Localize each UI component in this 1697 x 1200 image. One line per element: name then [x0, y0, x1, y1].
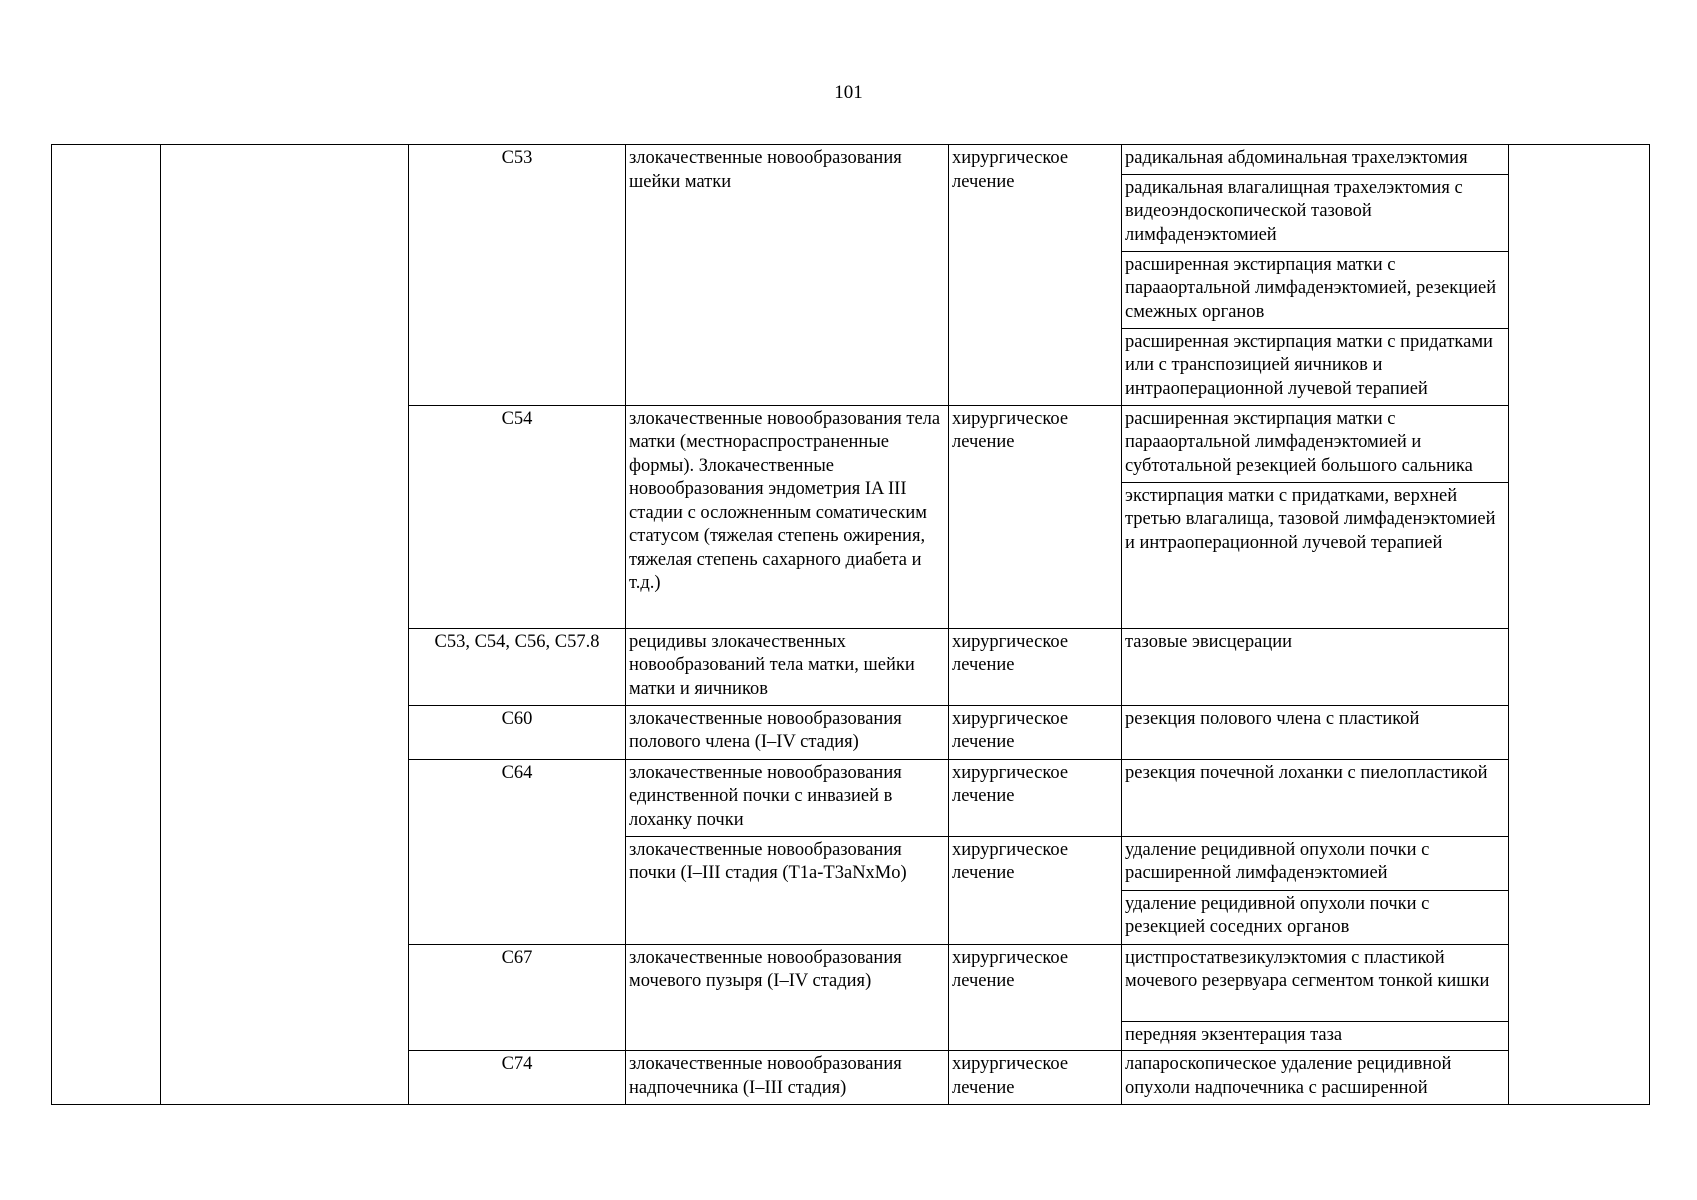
- method-cell: экстирпация матки с придатками, верхней третью влагалища, тазовой лимфаденэктомией и интраоперационной лучевой терапией: [1122, 482, 1509, 628]
- method-cell: тазовые эвисцерации: [1122, 628, 1509, 705]
- method-cell: резекция почечной лоханки с пиелопластикой: [1122, 759, 1509, 836]
- diagnosis-cell: злокачественные новообразования почки (I–III стадия (T1a-T3aNxMo): [626, 836, 949, 944]
- treatment-cell: хирургическое лечение: [949, 405, 1122, 628]
- diagnosis-cell: злокачественные новообразования надпочечника (I–III стадия): [626, 1051, 949, 1105]
- method-cell: радикальная абдоминальная трахелэктомия: [1122, 145, 1509, 175]
- method-cell: резекция полового члена с пластикой: [1122, 705, 1509, 759]
- method-cell: лапароскопическое удаление рецидивной опухоли надпочечника с расширенной: [1122, 1051, 1509, 1105]
- method-cell: передняя экзентерация таза: [1122, 1021, 1509, 1051]
- code-cell: C53, C54, C56, C57.8: [409, 628, 626, 705]
- table-row: [52, 145, 1650, 175]
- code-cell: C60: [409, 705, 626, 759]
- code-cell: C64: [409, 759, 626, 944]
- diagnosis-cell: рецидивы злокачественных новообразований тела матки, шейки матки и яичников: [626, 628, 949, 705]
- page-number: 101: [834, 82, 863, 103]
- diagnosis-cell: злокачественные новообразования шейки матки: [626, 145, 949, 406]
- code-cell: C54: [409, 405, 626, 628]
- diagnosis-cell: злокачественные новообразования единственной почки с инвазией в лоханку почки: [626, 759, 949, 836]
- method-cell: расширенная экстирпация матки с придатками или с транспозицией яичников и интраоперационной лучевой терапией: [1122, 328, 1509, 405]
- diagnosis-cell: злокачественные новообразования полового члена (I–IV стадия): [626, 705, 949, 759]
- code-cell: C67: [409, 944, 626, 1051]
- treatment-methods-table: [51, 144, 1650, 1105]
- diagnosis-cell: злокачественные новообразования тела матки (местнораспространенные формы). Злокачественные новообразования эндометрия IA III стадии с осложненным соматическим статусом (тяжелая степень ожирения, тяжелая степень сахарного диабета и т.д.): [626, 405, 949, 628]
- method-cell: расширенная экстирпация матки с парааортальной лимфаденэктомией, резекцией смежных органов: [1122, 251, 1509, 328]
- treatment-cell: хирургическое лечение: [949, 145, 1122, 406]
- treatment-cell: хирургическое лечение: [949, 944, 1122, 1051]
- method-cell: удаление рецидивной опухоли почки с резекцией соседних органов: [1122, 890, 1509, 944]
- code-cell: C74: [409, 1051, 626, 1105]
- group-name-cell: [161, 145, 409, 1105]
- treatment-cell: хирургическое лечение: [949, 759, 1122, 836]
- code-cell: C53: [409, 145, 626, 406]
- norm-cell: [1509, 145, 1650, 1105]
- method-cell: расширенная экстирпация матки с парааортальной лимфаденэктомией и субтотальной резекцией большого сальника: [1122, 405, 1509, 482]
- treatment-cell: хирургическое лечение: [949, 1051, 1122, 1105]
- method-cell: радикальная влагалищная трахелэктомия с видеоэндоскопической тазовой лимфаденэктомией: [1122, 174, 1509, 251]
- group-number-cell: [52, 145, 161, 1105]
- diagnosis-cell: злокачественные новообразования мочевого пузыря (I–IV стадия): [626, 944, 949, 1051]
- treatment-cell: хирургическое лечение: [949, 628, 1122, 705]
- treatment-cell: хирургическое лечение: [949, 705, 1122, 759]
- method-cell: цистпростатвезикулэктомия с пластикой мочевого резервуара сегментом тонкой кишки: [1122, 944, 1509, 1021]
- treatment-cell: хирургическое лечение: [949, 836, 1122, 944]
- method-cell: удаление рецидивной опухоли почки с расширенной лимфаденэктомией: [1122, 836, 1509, 890]
